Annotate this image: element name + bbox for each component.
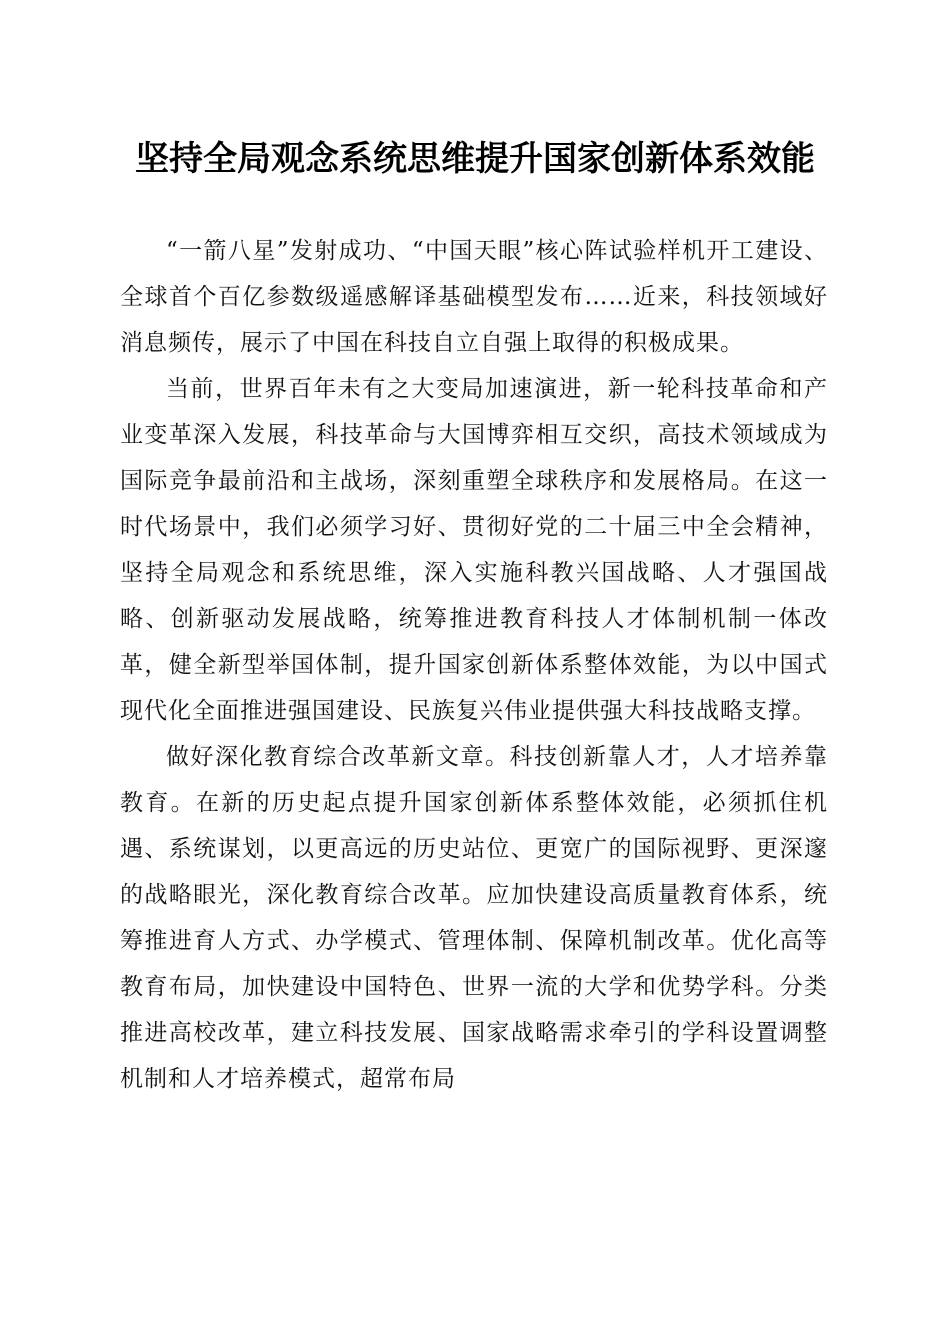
document-body: [120, 228, 828, 1102]
paragraph-3: 做好深化教育综合改革新文章。科技创新靠人才，人才培养靠教育。在新的历史起点提升国家创新体系整体效能，必须抓住机遇、系统谋划，以更高远的历史站位、更宽广的国际视野、更深邃的战略眼光，深化教育综合改革。应加快建设高质量教育体系，统筹推进育人方式、办学模式、管理体制、保障机制改革。优化高等教育布局，加快建设中国特色、世界一流的大学和优势学科。分类推进高校改革，建立科技发展、国家战略需求牵引的学科设置调整机制和人才培养模式，超常布局: [120, 744, 828, 1092]
document-title: 坚持全局观念系统思维提升国家创新体系效能: [135, 139, 815, 179]
paragraph-1: “一箭八星”发射成功、“中国天眼”核心阵试验样机开工建设、全球首个百亿参数级遥感解译基础模型发布……近来，科技领域好消息频传，展示了中国在科技自立自强上取得的积极成果。: [120, 238, 828, 356]
paragraph-2: 当前，世界百年未有之大变局加速演进，新一轮科技革命和产业变革深入发展，科技革命与大国博弈相互交织，高技术领域成为国际竞争最前沿和主战场，深刻重塑全球秩序和发展格局。在这一时代场景中，我们必须学习好、贯彻好党的二十届三中全会精神，坚持全局观念和系统思维，深入实施科教兴国战略、人才强国战略、创新驱动发展战略，统筹推进教育科技人才体制机制一体改革，健全新型举国体制，提升国家创新体系整体效能，为以中国式现代化全面推进强国建设、民族复兴伟业提供强大科技战略支撑。: [120, 376, 828, 724]
